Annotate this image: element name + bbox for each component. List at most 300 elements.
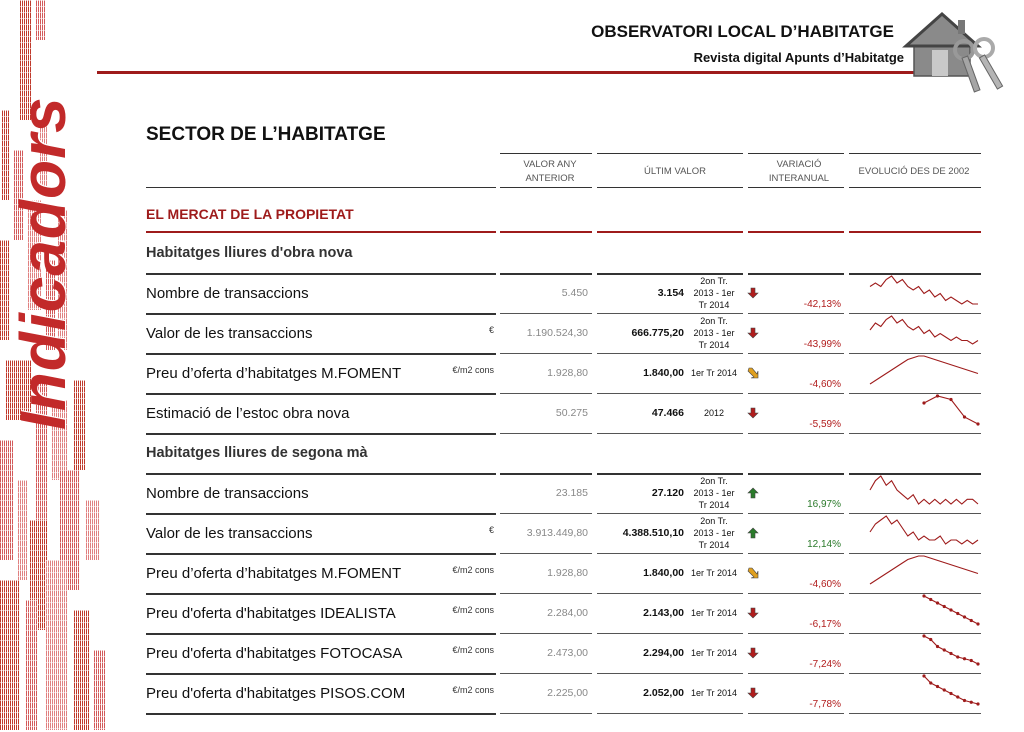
stripe-gap bbox=[46, 620, 68, 621]
group-title: Habitatges lliures d'obra nova bbox=[146, 245, 353, 261]
stripe-gap bbox=[74, 694, 90, 695]
stripe-gap bbox=[46, 728, 68, 729]
stripe-gap bbox=[52, 454, 68, 455]
sparkline-path bbox=[870, 276, 978, 304]
stripe-gap bbox=[0, 610, 20, 611]
down-red-arrow-icon bbox=[747, 327, 759, 339]
stripe-gap bbox=[36, 512, 48, 513]
row-divider bbox=[748, 231, 844, 233]
stripe-gap bbox=[36, 482, 48, 483]
stripe bbox=[36, 600, 37, 730]
yearly-variation: -4,60% bbox=[809, 379, 841, 390]
column-header-rule bbox=[849, 153, 981, 154]
stripe bbox=[14, 580, 15, 730]
stripe-gap bbox=[46, 644, 68, 645]
stripe-gap bbox=[74, 646, 90, 647]
stripe-gap bbox=[36, 36, 46, 37]
indicator-unit: € bbox=[488, 325, 494, 335]
column-header-rule bbox=[146, 187, 496, 188]
stripe-gap bbox=[60, 488, 80, 489]
stripe-gap bbox=[26, 654, 38, 655]
stripe-gap bbox=[74, 658, 90, 659]
column-header-rule bbox=[597, 153, 743, 154]
stripe-gap bbox=[0, 482, 14, 483]
stripe-gap bbox=[94, 662, 106, 663]
latest-value: 2.143,00 bbox=[643, 607, 684, 619]
stripe-gap bbox=[18, 564, 28, 565]
period-line: 2on Tr. bbox=[700, 516, 728, 526]
stripe-gap bbox=[74, 664, 90, 665]
period bbox=[684, 687, 744, 699]
sparkline-point bbox=[943, 605, 946, 608]
stripe-gap bbox=[30, 526, 48, 527]
sparkline-point bbox=[936, 394, 939, 397]
stripe-gap bbox=[36, 18, 46, 19]
latest-value: 2.052,00 bbox=[643, 687, 684, 699]
stripe-gap bbox=[20, 84, 32, 85]
stripe-gap bbox=[74, 446, 86, 447]
sparkline-point bbox=[976, 662, 979, 665]
indicator-unit: €/m2 cons bbox=[452, 605, 494, 615]
latest-value: 4.388.510,10 bbox=[622, 527, 684, 539]
stripe-gap bbox=[0, 604, 20, 605]
stripe-gap bbox=[74, 700, 90, 701]
stripe-gap bbox=[26, 708, 38, 709]
stripe-gap bbox=[46, 608, 68, 609]
stripe-gap bbox=[20, 72, 32, 73]
stripe-gap bbox=[86, 548, 100, 549]
stripe-gap bbox=[26, 684, 38, 685]
stripe bbox=[34, 600, 35, 730]
up-green-arrow-icon bbox=[747, 527, 759, 539]
period-line: 2013 - 1er bbox=[693, 288, 735, 298]
stripe-gap bbox=[94, 698, 106, 699]
down-red-arrow-icon bbox=[747, 647, 759, 659]
period-line: 1er Tr 2014 bbox=[690, 688, 738, 698]
stripe bbox=[0, 580, 1, 730]
stripe-gap bbox=[26, 606, 38, 607]
stripe bbox=[2, 580, 3, 730]
stripe-gap bbox=[30, 532, 48, 533]
stripe bbox=[10, 580, 11, 730]
sparkline-point bbox=[963, 615, 966, 618]
row-divider bbox=[500, 713, 592, 714]
stripe-gap bbox=[0, 646, 20, 647]
sparkline-point bbox=[956, 695, 959, 698]
sparkline-point bbox=[922, 594, 925, 597]
sparkline-point bbox=[922, 401, 925, 404]
stripe-gap bbox=[74, 440, 86, 441]
stripe-gap bbox=[0, 634, 20, 635]
sparkline-point bbox=[949, 652, 952, 655]
down-red-arrow-icon bbox=[747, 287, 759, 299]
stripe-gap bbox=[0, 580, 20, 581]
stripe-gap bbox=[74, 622, 90, 623]
period-line: 2013 - 1er bbox=[693, 328, 735, 338]
stripe-gap bbox=[0, 694, 20, 695]
indicator-label: Preu d'oferta d'habitatges IDEALISTA bbox=[146, 605, 396, 622]
stripe-gap bbox=[26, 696, 38, 697]
table-row bbox=[146, 633, 982, 673]
period-line: 2on Tr. bbox=[700, 316, 728, 326]
stripe-gap bbox=[0, 500, 14, 501]
stripe-gap bbox=[20, 6, 32, 7]
stripe-gap bbox=[20, 78, 32, 79]
stripe-gap bbox=[94, 656, 106, 657]
stripe-gap bbox=[20, 42, 32, 43]
stripe-gap bbox=[74, 634, 90, 635]
stripe-gap bbox=[36, 500, 48, 501]
stripe-gap bbox=[0, 458, 14, 459]
down-red-arrow-icon bbox=[747, 687, 759, 699]
stripe bbox=[82, 380, 83, 470]
table-row bbox=[146, 593, 982, 633]
evolution-sparkline bbox=[868, 553, 982, 591]
stripe-gap bbox=[60, 512, 80, 513]
stripe-gap bbox=[18, 546, 28, 547]
stripe-gap bbox=[26, 636, 38, 637]
stripe-gap bbox=[30, 574, 48, 575]
row-divider bbox=[500, 231, 592, 233]
stripe-gap bbox=[74, 616, 90, 617]
row-divider bbox=[748, 713, 844, 714]
sparkline-point bbox=[970, 701, 973, 704]
period-line: 2012 bbox=[703, 408, 725, 418]
stripe-gap bbox=[0, 524, 14, 525]
stripe-gap bbox=[94, 686, 106, 687]
sparkline-point bbox=[956, 655, 959, 658]
period-line: 2on Tr. bbox=[700, 276, 728, 286]
stripe-gap bbox=[20, 24, 32, 25]
indicator-unit: €/m2 cons bbox=[452, 565, 494, 575]
table-row bbox=[146, 513, 982, 553]
stripe bbox=[4, 580, 5, 730]
stripe-gap bbox=[18, 510, 28, 511]
row-divider bbox=[849, 713, 981, 714]
previous-year-value: 2.225,00 bbox=[547, 687, 588, 699]
stripe-gap bbox=[0, 586, 20, 587]
stripe-gap bbox=[74, 724, 90, 725]
row-divider bbox=[597, 713, 743, 714]
stripe-gap bbox=[60, 548, 80, 549]
section-title: SECTOR DE L’HABITATGE bbox=[146, 124, 386, 145]
stripe-gap bbox=[0, 542, 14, 543]
stripe-gap bbox=[46, 572, 68, 573]
stripe-gap bbox=[0, 554, 14, 555]
row-divider bbox=[597, 433, 743, 434]
stripe-gap bbox=[26, 726, 38, 727]
stripe-gap bbox=[20, 66, 32, 67]
stripe-gap bbox=[36, 518, 48, 519]
indicator-label: Valor de les transaccions bbox=[146, 525, 313, 542]
stripe-gap bbox=[46, 710, 68, 711]
stripe-gap bbox=[94, 674, 106, 675]
period bbox=[684, 367, 744, 379]
stripe-gap bbox=[46, 638, 68, 639]
stripe-gap bbox=[26, 702, 38, 703]
stripe-gap bbox=[46, 590, 68, 591]
sparkline-point bbox=[956, 612, 959, 615]
period-line: 2013 - 1er bbox=[693, 488, 735, 498]
stripe-gap bbox=[0, 622, 20, 623]
row-divider bbox=[146, 231, 496, 233]
stripe-gap bbox=[36, 434, 48, 435]
stripe-gap bbox=[74, 718, 90, 719]
previous-year-value: 1.928,80 bbox=[547, 567, 588, 579]
stripe-gap bbox=[46, 578, 68, 579]
evolution-sparkline bbox=[868, 353, 982, 391]
yearly-variation: -5,59% bbox=[809, 419, 841, 430]
stripe bbox=[16, 580, 17, 730]
stripe-gap bbox=[26, 630, 38, 631]
sparkline-path bbox=[870, 516, 978, 544]
evolution-sparkline bbox=[868, 593, 982, 631]
stripe-gap bbox=[36, 488, 48, 489]
stripe bbox=[26, 600, 27, 730]
latest-value: 3.154 bbox=[657, 287, 684, 299]
stripe-gap bbox=[18, 528, 28, 529]
stripe bbox=[2, 110, 3, 200]
stripe-gap bbox=[60, 482, 80, 483]
stripe-gap bbox=[60, 494, 80, 495]
table-row bbox=[146, 353, 982, 393]
row-divider bbox=[146, 433, 496, 435]
stripe-gap bbox=[18, 540, 28, 541]
stripe-gap bbox=[74, 652, 90, 653]
stripe-gap bbox=[52, 436, 68, 437]
stripe-gap bbox=[26, 690, 38, 691]
stripe-gap bbox=[0, 530, 14, 531]
sparkline-point bbox=[949, 692, 952, 695]
stripe-gap bbox=[26, 660, 38, 661]
indicator-unit: € bbox=[488, 525, 494, 535]
stripe-gap bbox=[86, 518, 100, 519]
sparkline-point bbox=[936, 645, 939, 648]
stripe-gap bbox=[46, 686, 68, 687]
stripe-gap bbox=[20, 60, 32, 61]
period bbox=[684, 275, 744, 311]
sparkline-point bbox=[943, 648, 946, 651]
yearly-variation: 12,14% bbox=[807, 539, 841, 550]
stripe-gap bbox=[0, 706, 20, 707]
stripe-gap bbox=[26, 678, 38, 679]
stripe bbox=[12, 580, 13, 730]
down-right-orange-arrow-icon bbox=[747, 567, 759, 579]
stripe-gap bbox=[52, 466, 68, 467]
stripe-gap bbox=[26, 714, 38, 715]
stripe bbox=[6, 580, 7, 730]
stripe-gap bbox=[36, 464, 48, 465]
stripe bbox=[4, 110, 5, 200]
indicator-unit: €/m2 cons bbox=[452, 685, 494, 695]
stripe-gap bbox=[46, 566, 68, 567]
yearly-variation: 16,97% bbox=[807, 499, 841, 510]
house-keys-icon bbox=[902, 8, 1007, 98]
table-row bbox=[146, 273, 982, 313]
column-header-last: ÚLTIM VALOR bbox=[644, 166, 706, 177]
stripe-gap bbox=[36, 440, 48, 441]
column-header-rule bbox=[500, 153, 592, 154]
stripe-gap bbox=[46, 596, 68, 597]
stripe-gap bbox=[30, 580, 48, 581]
stripe-gap bbox=[86, 500, 100, 501]
sparkline-point bbox=[963, 415, 966, 418]
period-line: 1er Tr 2014 bbox=[690, 368, 738, 378]
stripe-gap bbox=[46, 662, 68, 663]
stripe-gap bbox=[18, 534, 28, 535]
stripe-gap bbox=[46, 698, 68, 699]
stripe-gap bbox=[94, 680, 106, 681]
stripe-gap bbox=[74, 688, 90, 689]
stripe-gap bbox=[60, 530, 80, 531]
previous-year-value: 50.275 bbox=[555, 407, 588, 419]
stripe-gap bbox=[36, 30, 46, 31]
sparkline-point bbox=[929, 681, 932, 684]
stripe-gap bbox=[52, 448, 68, 449]
stripe-gap bbox=[30, 538, 48, 539]
stripe-gap bbox=[46, 674, 68, 675]
stripe-gap bbox=[0, 488, 14, 489]
stripe-gap bbox=[46, 656, 68, 657]
stripe-gap bbox=[30, 556, 48, 557]
stripe-gap bbox=[46, 632, 68, 633]
down-red-arrow-icon bbox=[747, 607, 759, 619]
evolution-sparkline bbox=[868, 633, 982, 671]
stripe-gap bbox=[18, 492, 28, 493]
stripe-gap bbox=[46, 722, 68, 723]
previous-year-value: 2.473,00 bbox=[547, 647, 588, 659]
sparkline-path bbox=[870, 476, 978, 504]
evolution-sparkline bbox=[868, 393, 982, 431]
stripe-gap bbox=[94, 668, 106, 669]
stripe-gap bbox=[36, 458, 48, 459]
stripe-gap bbox=[0, 616, 20, 617]
stripe-gap bbox=[86, 542, 100, 543]
indicator-label: Preu d’oferta d’habitatges M.FOMENT bbox=[146, 365, 402, 382]
sparkline-point bbox=[976, 422, 979, 425]
stripe-gap bbox=[0, 470, 14, 471]
stripe-gap bbox=[94, 728, 106, 729]
stripe-gap bbox=[20, 12, 32, 13]
indicator-label: Nombre de transaccions bbox=[146, 485, 309, 502]
stripe-gap bbox=[46, 704, 68, 705]
column-header-prev: VALOR ANY ANTERIOR bbox=[523, 159, 577, 184]
sparkline-point bbox=[936, 601, 939, 604]
stripe-gap bbox=[18, 576, 28, 577]
sparkline-path bbox=[870, 316, 978, 344]
evolution-sparkline bbox=[868, 313, 982, 351]
sparkline-point bbox=[929, 598, 932, 601]
sparkline-point bbox=[963, 699, 966, 702]
sparkline-path bbox=[870, 356, 978, 384]
stripe-gap bbox=[46, 650, 68, 651]
stripe-gap bbox=[18, 498, 28, 499]
yearly-variation: -7,24% bbox=[809, 659, 841, 670]
stripe-gap bbox=[36, 470, 48, 471]
sparkline-point bbox=[970, 659, 973, 662]
stripe-gap bbox=[30, 562, 48, 563]
stripe-gap bbox=[0, 712, 20, 713]
stripe-gap bbox=[60, 554, 80, 555]
stripe-gap bbox=[26, 648, 38, 649]
table-row bbox=[146, 393, 982, 433]
header-rule bbox=[97, 71, 927, 74]
stripe-gap bbox=[18, 552, 28, 553]
stripe-gap bbox=[26, 642, 38, 643]
stripe-gap bbox=[36, 0, 46, 1]
stripe-gap bbox=[20, 0, 32, 1]
stripe-gap bbox=[26, 672, 38, 673]
stripe-gap bbox=[86, 524, 100, 525]
stripe-gap bbox=[0, 658, 20, 659]
stripe-gap bbox=[36, 452, 48, 453]
previous-year-value: 3.913.449,80 bbox=[526, 527, 588, 539]
stripe-gap bbox=[0, 724, 20, 725]
sparkline-point bbox=[929, 638, 932, 641]
stripe-gap bbox=[36, 12, 46, 13]
stripe-gap bbox=[26, 618, 38, 619]
stripe-gap bbox=[36, 24, 46, 25]
stripe-gap bbox=[26, 600, 38, 601]
sparkline-point bbox=[936, 685, 939, 688]
period-line: 2013 - 1er bbox=[693, 528, 735, 538]
stripe-gap bbox=[46, 680, 68, 681]
indicator-label: Estimació de l’estoc obra nova bbox=[146, 405, 350, 422]
stripe-gap bbox=[0, 652, 20, 653]
stripe-gap bbox=[18, 504, 28, 505]
stripe bbox=[84, 380, 85, 470]
sparkline-point bbox=[943, 688, 946, 691]
latest-value: 1.840,00 bbox=[643, 567, 684, 579]
stripe-gap bbox=[0, 682, 20, 683]
stripe-gap bbox=[74, 706, 90, 707]
stripe-gap bbox=[94, 722, 106, 723]
stripe-gap bbox=[74, 458, 86, 459]
stripe-gap bbox=[74, 464, 86, 465]
stripe-gap bbox=[26, 612, 38, 613]
stripe-gap bbox=[20, 54, 32, 55]
down-right-orange-arrow-icon bbox=[747, 367, 759, 379]
yearly-variation: -42,13% bbox=[803, 299, 841, 310]
stripe-gap bbox=[18, 486, 28, 487]
stripe-gap bbox=[0, 512, 14, 513]
stripe-gap bbox=[18, 558, 28, 559]
stripe-gap bbox=[0, 536, 14, 537]
stripe-gap bbox=[30, 520, 48, 521]
header-title: OBSERVATORI LOCAL D’HABITATGE bbox=[591, 22, 894, 41]
evolution-sparkline bbox=[868, 513, 982, 551]
stripe-gap bbox=[20, 30, 32, 31]
row-divider bbox=[849, 231, 981, 233]
stripe-gap bbox=[74, 712, 90, 713]
yearly-variation: -4,60% bbox=[809, 579, 841, 590]
period-line: Tr 2014 bbox=[698, 500, 730, 510]
stripe-gap bbox=[0, 598, 20, 599]
stripe-gap bbox=[0, 446, 14, 447]
up-green-arrow-icon bbox=[747, 487, 759, 499]
stripe-gap bbox=[26, 624, 38, 625]
stripe-gap bbox=[30, 544, 48, 545]
stripe-gap bbox=[46, 614, 68, 615]
stripe-gap bbox=[36, 446, 48, 447]
yearly-variation: -6,17% bbox=[809, 619, 841, 630]
table-row bbox=[146, 553, 982, 593]
market-section-title: EL MERCAT DE LA PROPIETAT bbox=[146, 206, 354, 222]
sparkline-point bbox=[949, 608, 952, 611]
indicator-label: Preu d'oferta d'habitatges FOTOCASA bbox=[146, 645, 403, 662]
stripe-gap bbox=[26, 720, 38, 721]
period bbox=[684, 515, 744, 551]
